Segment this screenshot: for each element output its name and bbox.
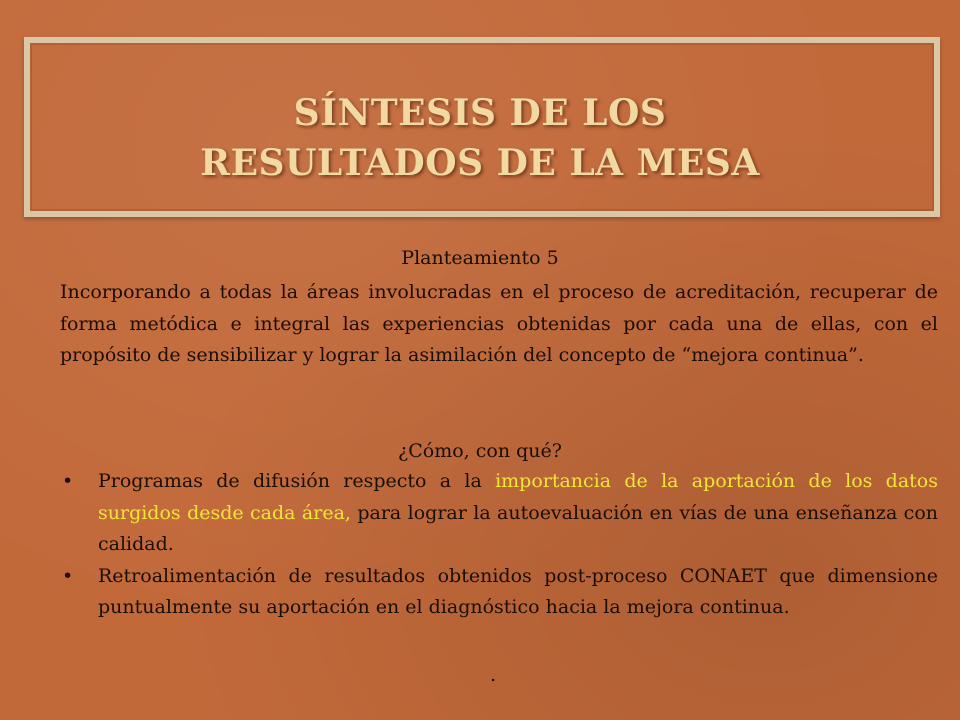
bullet-item-programas — [60, 466, 938, 561]
planteamiento-heading: Planteamiento 5 — [401, 247, 559, 269]
bullet-2-text: Retroalimentación de resultados obtenidos post-proceso CONAET que dimensione puntualmente su aportación en el diagnóstico hacia la mejora continua. — [98, 564, 938, 618]
title-line-1: SÍNTESIS DE LOS — [293, 92, 667, 134]
bullet-icon: • — [62, 470, 74, 492]
como-heading: ¿Cómo, con qué? — [398, 440, 562, 462]
slide-title — [0, 88, 960, 188]
title-line-2: RESULTADOS DE LA MESA — [200, 142, 760, 184]
bullet-item-retroalimentacion — [60, 561, 938, 624]
bullet-1-highlight: importancia de la aportación de los datos surgidos desde cada área, — [98, 470, 938, 524]
footer-dot: . — [490, 664, 497, 686]
bullet-icon: • — [62, 564, 74, 587]
bullet-1-text-after: para lograr la autoevaluación en vías de una enseñanza con calidad. — [98, 501, 938, 555]
bullet-list — [60, 466, 938, 624]
planteamiento-text: Incorporando a todas la áreas involucradas en el proceso de acreditación, recuperar de forma metódica e integral las experiencias obtenidas por cada una de ellas, con el propósito de sensibilizar y lograr la asimilación del concepto de “mejora continua”. — [60, 281, 938, 366]
bullet-1-text-before: Programas de difusión respecto a la — [98, 470, 496, 492]
